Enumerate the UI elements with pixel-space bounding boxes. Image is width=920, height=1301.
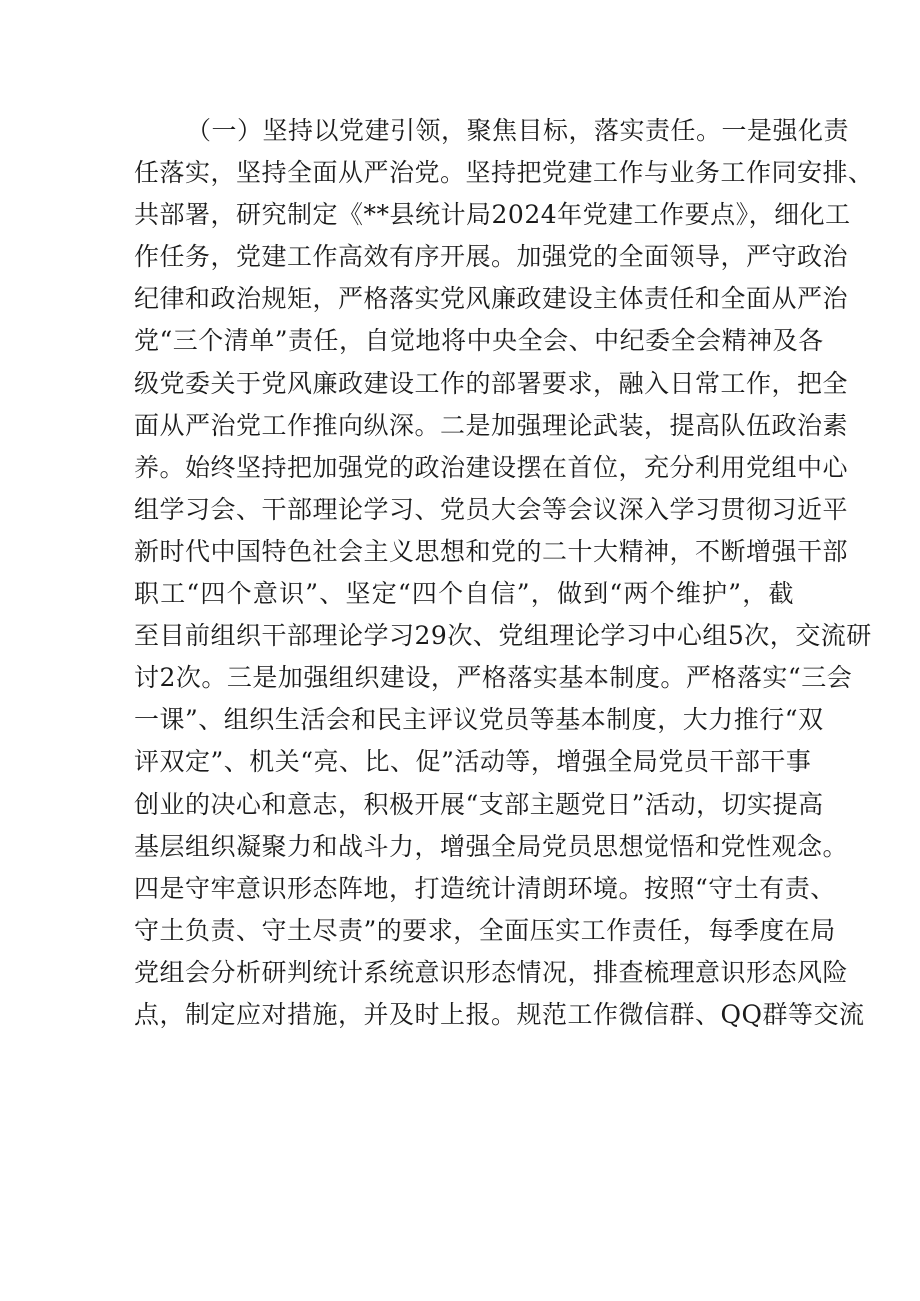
text-line: 党“三个清单”责任，自觉地将中央全会、中纪委全会精神及各 [134, 326, 824, 356]
text-line: 至目前组织干部理论学习29次、党组理论学习中心组5次，交流研 [134, 621, 872, 651]
body-paragraph [134, 110, 874, 1036]
text-line: 新时代中国特色社会主义思想和党的二十大精神，不断增强干部 [134, 536, 849, 566]
text-line: 一课”、组织生活会和民主评议党员等基本制度，大力推行“双 [134, 705, 824, 735]
text-line: 纪律和政治规矩，严格落实党风廉政建设主体责任和全面从严治 [134, 284, 849, 314]
text-line: 基层组织凝聚力和战斗力，增强全局党员思想觉悟和党性观念。 [134, 831, 849, 861]
text-line: 养。始终坚持把加强党的政治建设摆在首位，充分利用党组中心 [134, 452, 849, 482]
text-line: 作任务，党建工作高效有序开展。加强党的全面领导，严守政治 [134, 242, 849, 272]
text-line: 面从严治党工作推向纵深。二是加强理论武装，提高队伍政治素 [134, 410, 849, 440]
text-line: 共部署，研究制定《**县统计局2024年党建工作要点》，细化工 [134, 200, 851, 230]
text-line: 职工“四个意识”、坚定“四个自信”，做到“两个维护”，截 [134, 579, 794, 609]
text-line: 四是守牢意识形态阵地，打造统计清朗环境。按照“守土有责、 [134, 873, 836, 903]
text-line: 创业的决心和意志，积极开展“支部主题党日”活动，切实提高 [134, 789, 824, 819]
text-line: 评双定”、机关“亮、比、促”活动等，增强全局党员干部干事 [134, 747, 812, 777]
text-line: 任落实，坚持全面从严治党。坚持把党建工作与业务工作同安排、 [134, 158, 874, 188]
text-line: 讨2次。三是加强组织建设，严格落实基本制度。严格落实“三会 [134, 663, 853, 693]
text-line: 级党委关于党风廉政建设工作的部署要求，融入日常工作，把全 [134, 368, 849, 398]
text-line: 党组会分析研判统计系统意识形态情况，排查梳理意识形态风险 [134, 957, 849, 987]
text-line: 守土负责、守土尽责”的要求，全面压实工作责任，每季度在局 [134, 915, 836, 945]
text-line: 组学习会、干部理论学习、党员大会等会议深入学习贯彻习近平 [134, 494, 849, 524]
text-line: 点，制定应对措施，并及时上报。规范工作微信群、QQ群等交流 [134, 999, 865, 1029]
text-line: （一）坚持以党建引领，聚焦目标，落实责任。一是强化责 [186, 116, 850, 145]
